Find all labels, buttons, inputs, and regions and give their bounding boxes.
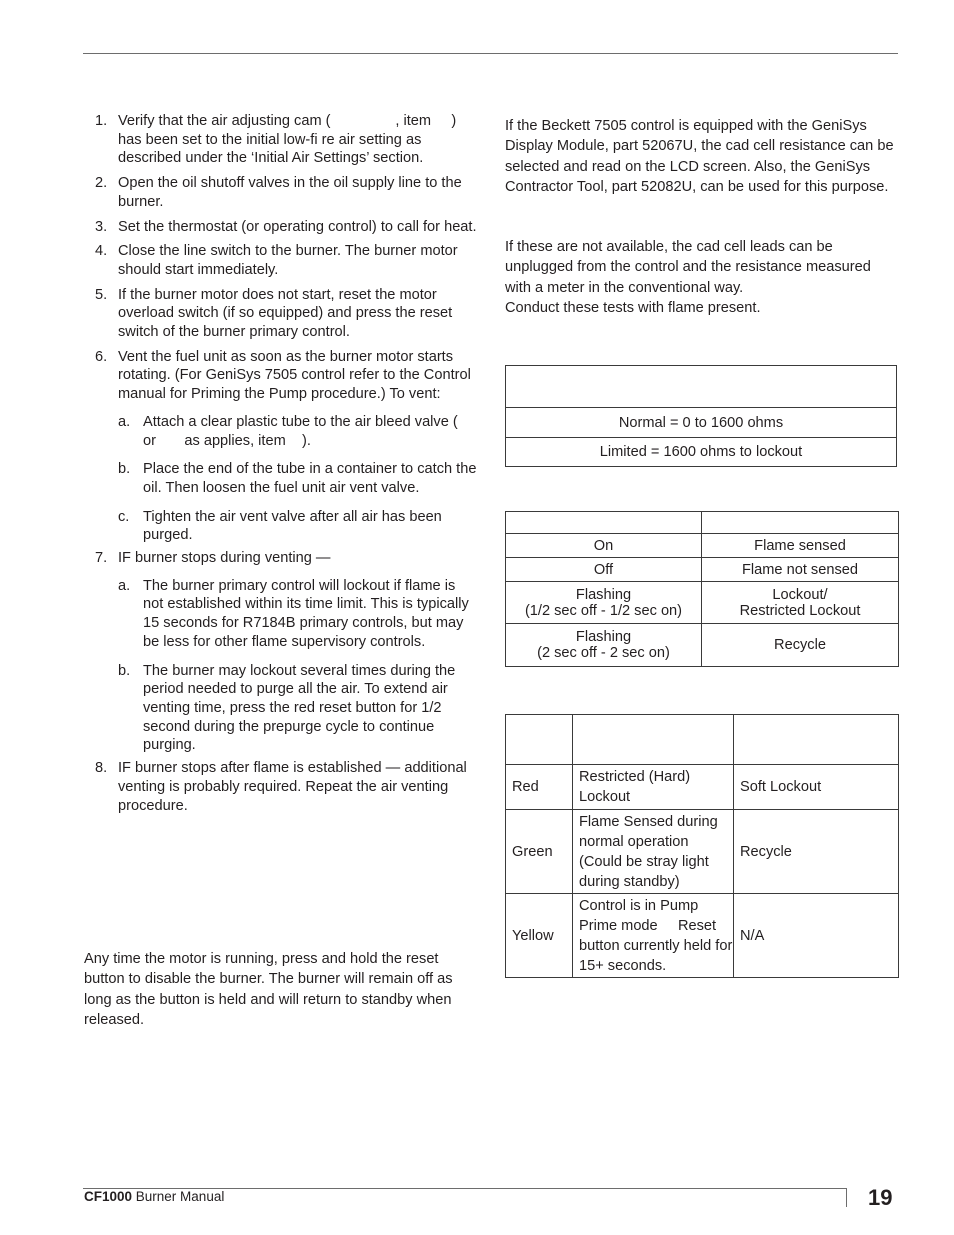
step-number: 7. bbox=[95, 550, 108, 567]
substep-letter: b. bbox=[118, 662, 131, 679]
step-text: Close the line switch to the burner. The burner motor should start immediately. bbox=[118, 243, 458, 278]
step-text: Set the thermostat (or operating control) to call for heat. bbox=[118, 218, 477, 235]
stop-substeps bbox=[118, 577, 479, 755]
step-number: 8. bbox=[95, 760, 108, 777]
table-row bbox=[506, 765, 899, 810]
step-2 bbox=[84, 174, 479, 211]
substep-7a bbox=[118, 577, 479, 652]
table-header-cell bbox=[506, 715, 573, 765]
step-text: Open the oil shutoff valves in the oil supply line to the burner. bbox=[118, 175, 462, 210]
disable-burner-paragraph: Any time the motor is running, press and hold the reset button to disable the burner. The burner will remain off as long as the button is held and will return to standby when released. bbox=[84, 951, 453, 1028]
substep-text: The burner may lockout several times during the period needed to purge all the air. To extend air venting time, press the red reset button for 1/2 second during the prepurge cycle to continue purging. bbox=[143, 662, 456, 754]
flame-present-note: Conduct these tests with flame present. bbox=[505, 300, 761, 316]
step-number: 1. bbox=[95, 113, 108, 129]
substep-letter: c. bbox=[118, 508, 130, 525]
step-1 bbox=[84, 112, 479, 168]
table-cell: Control is in Pump Prime mode Reset button currently held for 15+ seconds. bbox=[573, 894, 734, 978]
table-row bbox=[506, 894, 899, 978]
table-row bbox=[506, 438, 897, 467]
page-number: 19 bbox=[868, 1185, 893, 1210]
meter-paragraph: If these are not available, the cad cell leads can be unplugged from the control and the resistance measured with a meter in the conventional way. bbox=[505, 239, 871, 296]
substep-text: Attach a clear plastic tube to the air bleed valve ( or as applies, item ). bbox=[143, 413, 515, 449]
step-3 bbox=[84, 218, 479, 237]
table-cell: Green bbox=[506, 810, 573, 894]
table-cell: Soft Lockout bbox=[734, 765, 899, 810]
table-row bbox=[506, 810, 899, 894]
cad-cell-table bbox=[505, 365, 897, 467]
table-cell: Flame sensed bbox=[702, 534, 899, 558]
table-cell: On bbox=[506, 534, 702, 558]
table-cell: Flashing (2 sec off - 2 sec on) bbox=[506, 624, 702, 667]
table-cell: N/A bbox=[734, 894, 899, 978]
led-color-table bbox=[505, 714, 899, 978]
table-header-row bbox=[506, 366, 897, 408]
substep-6c bbox=[118, 508, 479, 545]
table-header-cell bbox=[506, 512, 702, 534]
table-cell: Flame Sensed during normal operation (Could be stray light during standby) bbox=[573, 810, 734, 894]
table-cell: Recycle bbox=[702, 624, 899, 667]
step-number: 4. bbox=[95, 243, 108, 260]
step-text: Vent the fuel unit as soon as the burner motor starts rotating. (For GeniSys 7505 control refer to the Control manual for Priming the Pump procedure.) To vent: bbox=[118, 348, 471, 403]
table-header-cell bbox=[702, 512, 899, 534]
substep-text: Tighten the air vent valve after all air has been purged. bbox=[143, 508, 442, 544]
table-header-row bbox=[506, 715, 899, 765]
step-8 bbox=[84, 759, 479, 815]
step-6 bbox=[84, 348, 515, 545]
led-status-table bbox=[505, 511, 899, 667]
table-cell: Red bbox=[506, 765, 573, 810]
substep-text: Place the end of the tube in a container to catch the oil. Then loosen the fuel unit air vent valve. bbox=[143, 461, 477, 496]
header-rule bbox=[83, 53, 898, 54]
step-number: 5. bbox=[95, 286, 108, 303]
table-row bbox=[506, 558, 899, 582]
footer-manual-label: Burner Manual bbox=[132, 1189, 225, 1204]
table-row bbox=[506, 408, 897, 438]
step-7 bbox=[84, 549, 479, 755]
table-cell: Lockout/ Restricted Lockout bbox=[702, 582, 899, 624]
footer-title bbox=[84, 1189, 224, 1204]
step-text: Verify that the air adjusting cam ( , item ) has been set to the initial low-fi re air setting as described under the ‘Initial Air Settings’ section. bbox=[118, 113, 461, 167]
table-row bbox=[506, 624, 899, 667]
table-cell: Limited = 1600 ohms to lockout bbox=[506, 438, 897, 467]
table-header-row bbox=[506, 512, 899, 534]
startup-steps bbox=[84, 112, 515, 815]
step-text: IF burner stops after flame is established — additional venting is probably required. Repeat the air venting procedure. bbox=[118, 760, 467, 814]
substep-letter: b. bbox=[118, 461, 131, 478]
venting-substeps bbox=[118, 413, 515, 545]
table-header-cell bbox=[573, 715, 734, 765]
step-number: 3. bbox=[95, 218, 108, 235]
step-text: If the burner motor does not start, reset the motor overload switch (if so equipped) and press the reset switch of the burner primary control. bbox=[118, 286, 453, 341]
table-header-cell bbox=[734, 715, 899, 765]
table-row bbox=[506, 534, 899, 558]
table-cell: Off bbox=[506, 558, 702, 582]
step-number: 6. bbox=[95, 348, 108, 365]
substep-6a bbox=[118, 413, 515, 450]
table-cell: Recycle bbox=[734, 810, 899, 894]
footer-divider bbox=[846, 1188, 847, 1207]
footer-model: CF1000 bbox=[84, 1189, 133, 1204]
genisys-paragraph: If the Beckett 7505 control is equipped with the GeniSys Display Module, part 52067U, the cad cell resistance can be selected and read on the LCD screen. Also, the GeniSys Contractor Tool, part 52082U, can be used for this purpose. bbox=[505, 118, 894, 195]
step-4 bbox=[84, 242, 479, 279]
table-cell: Flame not sensed bbox=[702, 558, 899, 582]
substep-text: The burner primary control will lockout if flame is not established within its time limit. This is typically 15 seconds for R7184B primary controls, but may be less for other flame supervisory controls. bbox=[143, 577, 469, 650]
table-cell: Normal = 0 to 1600 ohms bbox=[506, 408, 897, 438]
step-number: 2. bbox=[95, 175, 108, 192]
substep-letter: a. bbox=[118, 413, 131, 430]
table-header-cell bbox=[506, 366, 897, 408]
table-cell: Yellow bbox=[506, 894, 573, 978]
table-cell: Flashing (1/2 sec off - 1/2 sec on) bbox=[506, 582, 702, 624]
table-cell: Restricted (Hard) Lockout bbox=[573, 765, 734, 810]
substep-letter: a. bbox=[118, 577, 131, 594]
table-row bbox=[506, 582, 899, 624]
step-5 bbox=[84, 286, 479, 342]
substep-7b bbox=[118, 662, 479, 756]
step-text: IF burner stops during venting — bbox=[118, 550, 331, 567]
left-column bbox=[84, 112, 515, 815]
substep-6b bbox=[118, 460, 479, 497]
